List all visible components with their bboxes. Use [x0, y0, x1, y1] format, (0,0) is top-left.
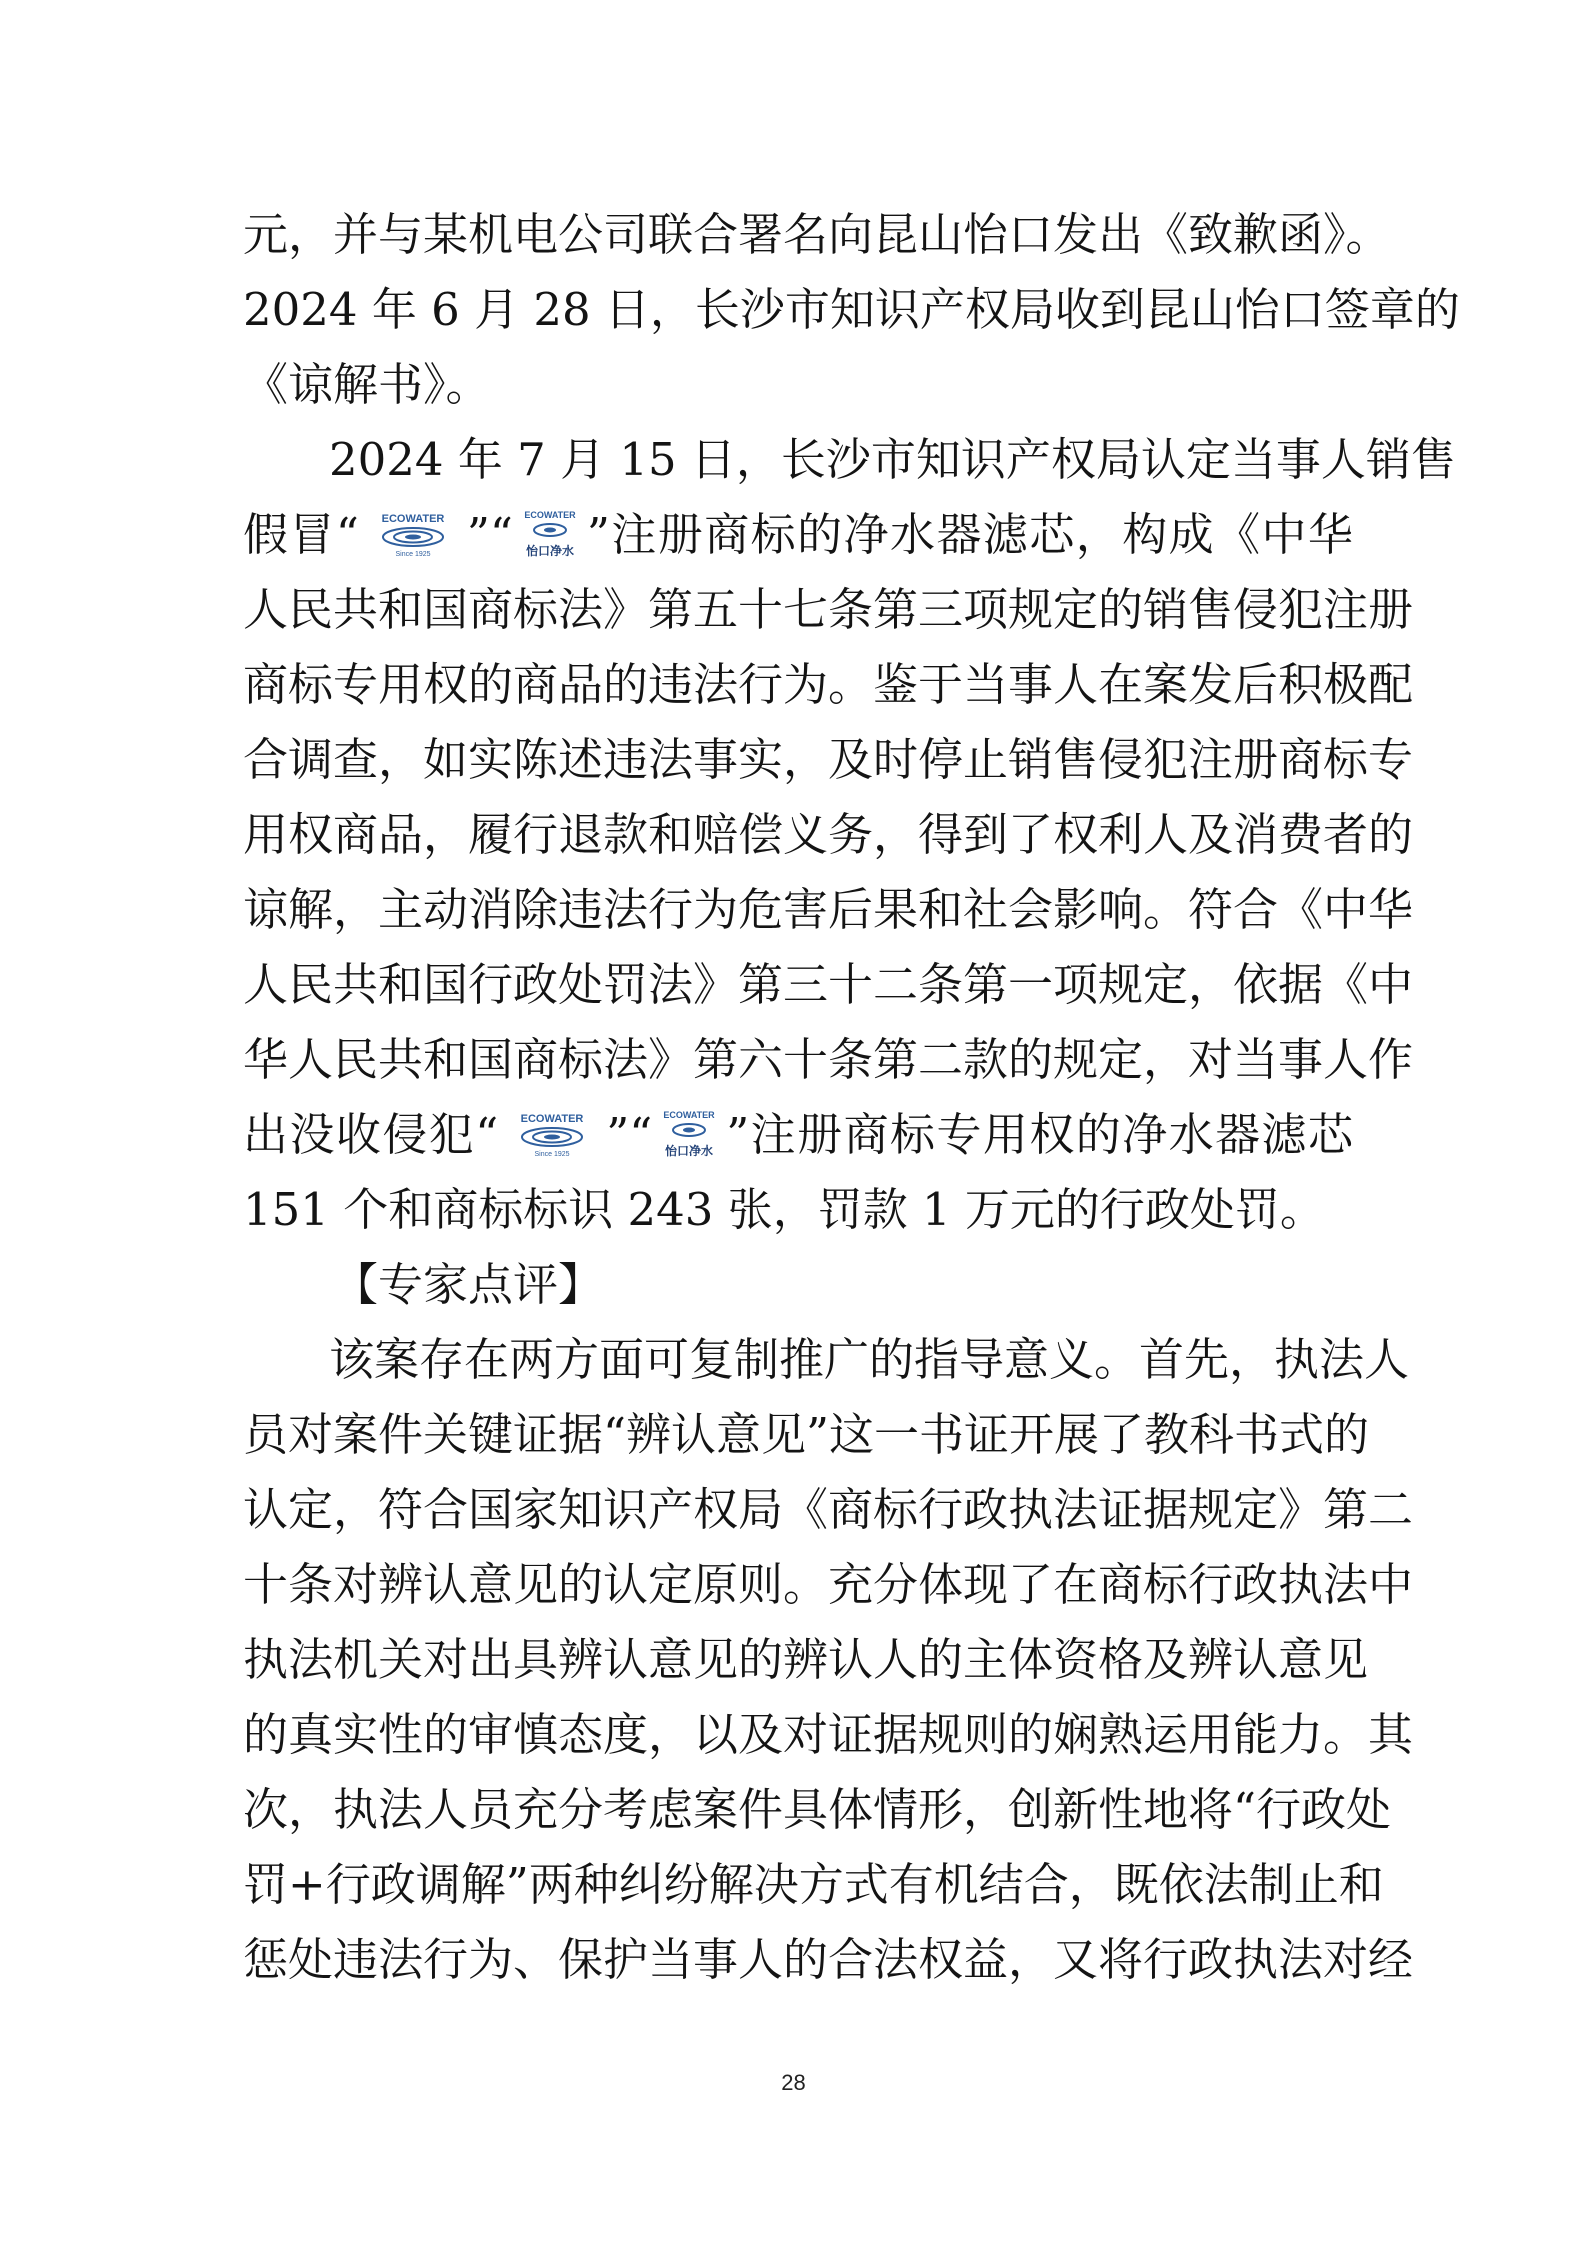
yikou-logo-text: 怡口净水 [525, 543, 574, 558]
text-line: 的真实性的审慎态度，以及对证据规则的娴熟运用能力。其 [243, 1708, 1414, 1761]
ecowater-logo [359, 511, 467, 559]
section-heading: 【专家点评】 [333, 1258, 604, 1311]
text-line-with-logos: 出没收侵犯“ ECOWATER Since 1925 ”“ ECOWATER 怡口净水 ”注册商标专用权的净水器滤芯 [243, 1108, 1353, 1161]
yikou-logo [513, 509, 587, 561]
yikou-logo-brand: ECOWATER [524, 509, 576, 520]
text-line: 次，执法人员充分考虑案件具体情形，创新性地将“行政处 [243, 1783, 1392, 1836]
text-line: 《谅解书》。 [243, 358, 491, 411]
text-line: 华人民共和国商标法》第六十条第二款的规定，对当事人作 [243, 1033, 1414, 1086]
ecowater-since-text: Since 1925 [534, 1150, 570, 1158]
ecowater-since-text: Since 1925 [395, 550, 431, 558]
text-line: 151 个和商标标识 243 张，罚款 1 万元的行政处罚。 [243, 1183, 1325, 1236]
text-line-with-logos: 假冒“ ECOWATER Since 1925 ”“ ECOWATER 怡口净水 ”注册商标的净水器滤芯，构成《中华 [243, 508, 1353, 561]
paragraph-start: 该案存在两方面可复制推广的指导意义。首先，执法人 [329, 1333, 1410, 1386]
yikou-logo-brand: ECOWATER [663, 1109, 715, 1120]
text-line: 2024 年 6 月 28 日，长沙市知识产权局收到昆山怡口签章的 [243, 283, 1460, 336]
text-line: 罚+行政调解”两种纠纷解决方式有机结合，既依法制止和 [243, 1858, 1384, 1911]
text-line: 商标专用权的商品的违法行为。鉴于当事人在案发后积极配 [243, 658, 1414, 711]
text-line: 元，并与某机电公司联合署名向昆山怡口发出《致歉函》。 [243, 208, 1391, 261]
ecowater-logo-text: ECOWATER [520, 1112, 584, 1125]
yikou-logo [652, 1109, 726, 1161]
paragraph-start: 2024 年 7 月 15 日，长沙市知识产权局认定当事人销售 [329, 433, 1456, 486]
text-line: 用权商品，履行退款和赔偿义务，得到了权利人及消费者的 [243, 808, 1414, 861]
page-number: 28 [781, 2070, 806, 2095]
ecowater-logo [498, 1111, 606, 1159]
text-line: 员对案件关键证据“辨认意见”这一书证开展了教科书式的 [243, 1408, 1370, 1461]
text-line: 谅解，主动消除违法行为危害后果和社会影响。符合《中华 [243, 883, 1414, 936]
text-line: 合调查，如实陈述违法事实，及时停止销售侵犯注册商标专 [243, 733, 1414, 786]
text-line: 人民共和国行政处罚法》第三十二条第一项规定，依据《中 [243, 958, 1414, 1011]
text-line: 执法机关对出具辨认意见的辨认人的主体资格及辨认意见 [243, 1633, 1369, 1686]
text-line: 人民共和国商标法》第五十七条第三项规定的销售侵犯注册 [243, 583, 1414, 636]
text-line: 惩处违法行为、保护当事人的合法权益，又将行政执法对经 [243, 1933, 1414, 1986]
text-line: 认定，符合国家知识产权局《商标行政执法证据规定》第二 [243, 1483, 1414, 1536]
yikou-logo-text: 怡口净水 [665, 1143, 714, 1158]
ecowater-logo-text: ECOWATER [381, 512, 445, 525]
text-line: 十条对辨认意见的认定原则。充分体现了在商标行政执法中 [243, 1558, 1414, 1611]
